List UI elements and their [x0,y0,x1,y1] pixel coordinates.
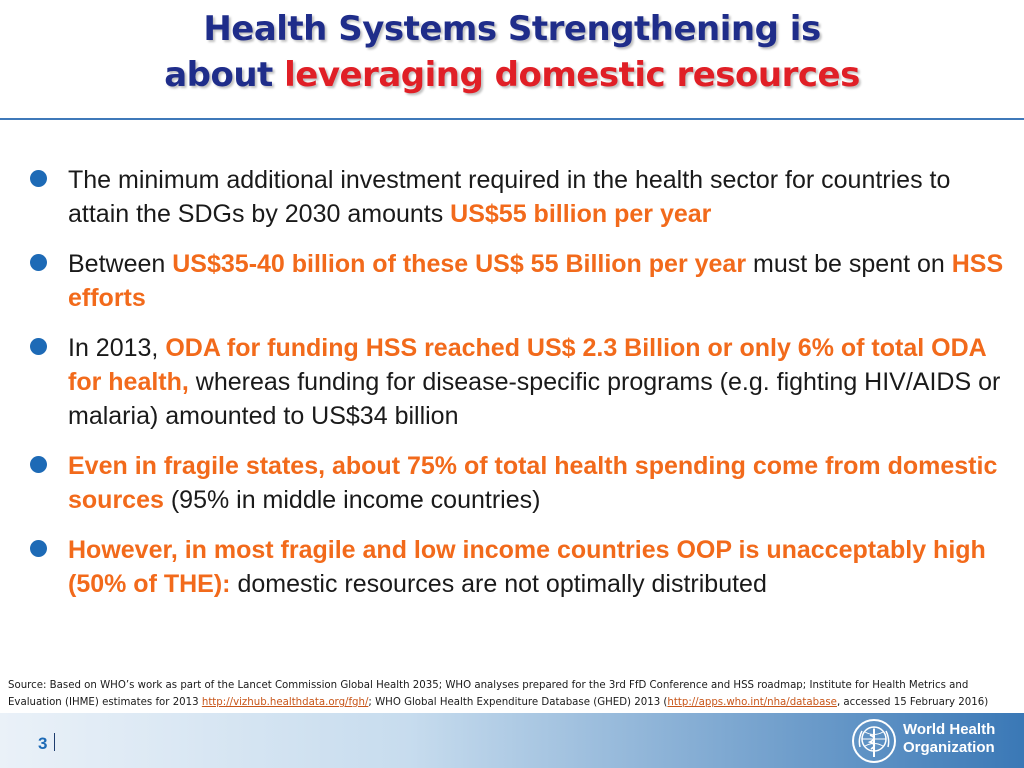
title-divider [0,118,1024,120]
bullet-item [30,449,1005,517]
title-line-1: Health Systems Strengthening is [203,9,821,49]
bullet-item [30,163,1005,231]
bullet-dot-icon [30,540,47,557]
body-text: The minimum additional investment required in the health sector for countries to attain the SDGs by 2030 amounts [68,166,951,228]
source-text-2: ; WHO Global Health Expenditure Database (GHED) 2013 ( [368,697,668,708]
body-text: In 2013, [68,334,166,362]
highlighted-text: Even in fragile states, about 75% of total health spending come from domestic sources [68,452,998,514]
source-link-ihme[interactable]: http://vizhub.healthdata.org/fgh/ [201,697,369,708]
bullet-text [68,331,1005,433]
slide-title [0,6,1024,98]
bullet-dot-icon [30,338,47,355]
source-text-1: Source: Based on WHO’s work as part of the Lancet Commission Global Health 2035; WHO analyses prepared for the 3rd FfD Conference and HSS roadmap; Institute for Health Metrics and Evaluation (IHME) estimates for 2013 [8,680,969,708]
body-text: Between [68,250,173,278]
source-note [8,677,1018,711]
highlighted-text: HSS efforts [68,250,1004,312]
body-text: (95% in middle income countries) [163,486,541,514]
bullet-text [68,163,1005,231]
bullet-dot-icon [30,170,47,187]
who-wordmark-line-2: Organization [903,739,995,756]
body-text: must be spent on [746,250,952,278]
bullet-dot-icon [30,254,47,271]
highlighted-text: US$55 billion per year [450,200,712,228]
bullet-list [30,163,1005,617]
bullet-dot-icon [30,456,47,473]
title-line-2-prefix: about [164,55,285,95]
highlighted-text: US$35-40 billion of these US$ 55 Billion per year [172,250,747,278]
bullet-text [68,449,1005,517]
page-number-separator [54,733,55,751]
who-wordmark [903,721,995,757]
bullet-item [30,331,1005,433]
title-line-2 [0,52,1024,98]
body-text: whereas funding for disease-specific programs (e.g. fighting HIV/AIDS or malaria) amounted to US$34 billion [68,368,1001,430]
highlighted-text: However, in most fragile and low income countries OOP is unacceptably high (50% of THE): [68,536,986,598]
title-accent: leveraging domestic resources [284,55,860,95]
bullet-text [68,533,1005,601]
page-number: 3 [38,734,48,753]
bullet-text [68,247,1005,315]
who-emblem-icon [850,717,898,765]
source-link-who-database[interactable]: http://apps.who.int/nha/database [667,697,837,708]
footer-bar [0,713,1024,768]
body-text: domestic resources are not optimally distributed [230,570,767,598]
who-wordmark-line-1: World Health [903,721,996,738]
source-text-3: , accessed 15 February 2016) [836,697,989,708]
highlighted-text: ODA for funding HSS reached US$ 2.3 Billion or only 6% of total ODA for health, [68,334,986,396]
bullet-item [30,247,1005,315]
bullet-item [30,533,1005,601]
